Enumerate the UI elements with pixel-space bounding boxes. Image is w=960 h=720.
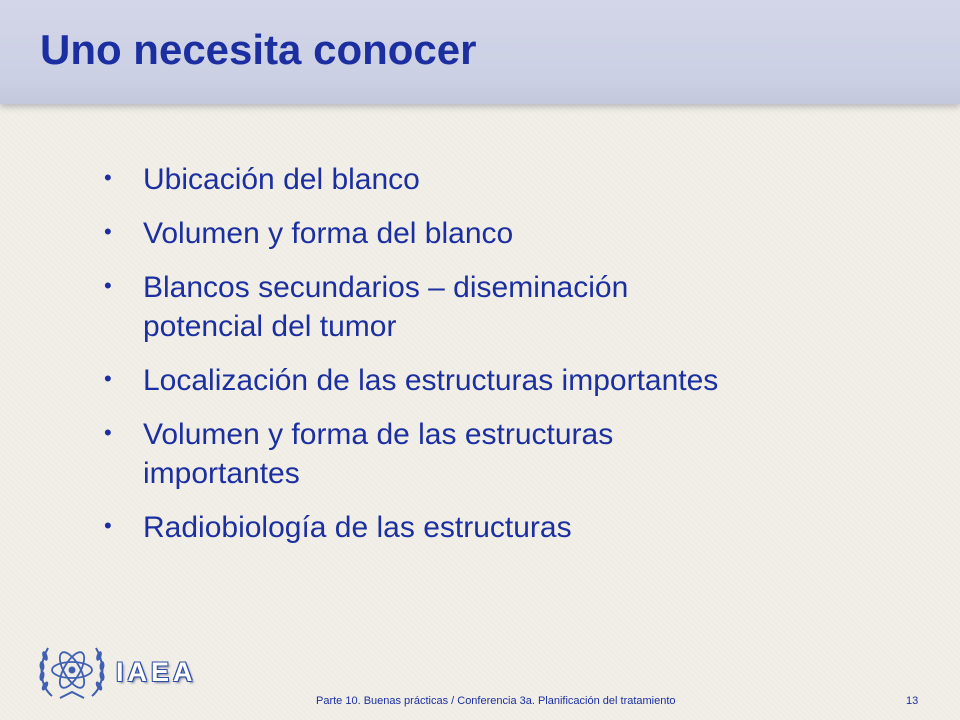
bullet-item bbox=[104, 160, 904, 199]
bullet-line: importantes bbox=[143, 457, 300, 490]
bullet-line: Volumen y forma del blanco bbox=[143, 217, 514, 250]
iaea-atom-laurel-icon bbox=[36, 638, 108, 704]
bullet-item bbox=[104, 508, 904, 547]
bullet-item bbox=[104, 361, 904, 400]
bullet-line: Ubicación del blanco bbox=[143, 163, 420, 196]
bullet-item bbox=[104, 415, 904, 493]
bullet-list bbox=[104, 160, 904, 562]
bullet-icon: • bbox=[104, 165, 112, 190]
bullet-icon: • bbox=[104, 219, 112, 244]
bullet-item bbox=[104, 268, 904, 346]
bullet-line: Radiobiología de las estructuras bbox=[143, 511, 572, 544]
bullet-line: Localización de las estructuras importantes bbox=[143, 364, 719, 397]
slide-title: Uno necesita conocer bbox=[40, 26, 477, 73]
iaea-logo-text: IAEA bbox=[116, 657, 197, 687]
page-number: 13 bbox=[906, 695, 919, 707]
bullet-item bbox=[104, 214, 904, 253]
bullet-icon: • bbox=[104, 420, 112, 445]
bullet-line: Blancos secundarios – diseminación bbox=[143, 271, 629, 304]
title-band bbox=[0, 0, 960, 104]
bullet-icon: • bbox=[104, 513, 112, 538]
bullet-icon: • bbox=[104, 273, 112, 298]
bullet-line: potencial del tumor bbox=[143, 310, 397, 343]
bullet-icon: • bbox=[104, 366, 112, 391]
bullet-line: Volumen y forma de las estructuras bbox=[143, 418, 614, 451]
footer-caption: Parte 10. Buenas prácticas / Conferencia 3a. Planificación del tratamiento bbox=[316, 695, 676, 707]
